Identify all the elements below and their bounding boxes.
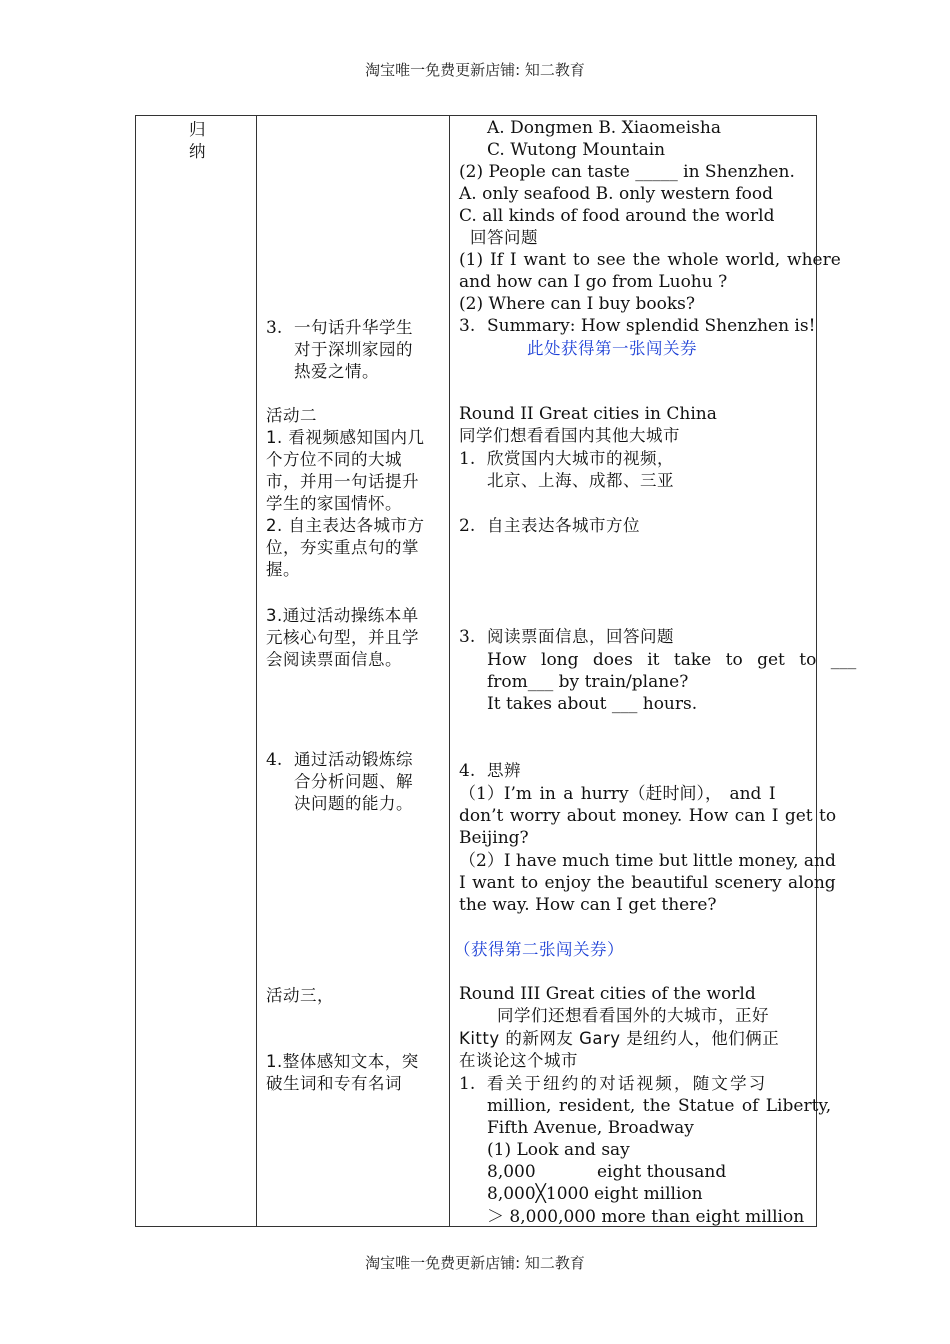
activity2-title: 活动二 xyxy=(266,406,317,425)
activity2-1-line4: 学生的家国情怀。 xyxy=(266,494,402,513)
activity2-2-line3: 握。 xyxy=(266,560,300,579)
item3-number: 3. xyxy=(266,318,283,338)
column-content xyxy=(450,116,857,1227)
q2-question: (2) People can taste _____ in Shenzhen. xyxy=(459,162,795,182)
round3-item1-line1: 看关于纽约的对话视频，随文学习 xyxy=(487,1074,768,1093)
activity2-1-line2: 个方位不同的大城 xyxy=(266,450,402,469)
round3-title: Round III Great cities of the world xyxy=(459,984,756,1004)
round3-intro-line3: 在谈论这个城市 xyxy=(459,1051,578,1070)
round3-intro-line2: Kitty 的新网友 Gary 是纽约人，他们俩正 xyxy=(459,1029,780,1048)
activity2-4-line2: 合分析问题、解 xyxy=(294,772,413,791)
answer2: (2) Where can I buy books? xyxy=(459,294,696,314)
q1-option-c: C. Wutong Mountain xyxy=(487,140,666,160)
activity2-2-line2: 位，夯实重点句的掌 xyxy=(266,538,419,557)
number2: 8,000╳1000 xyxy=(487,1184,590,1204)
round2-item3-number: 3. xyxy=(459,627,476,647)
round2-item4-number: 4. xyxy=(459,761,476,781)
look-and-say: (1) Look and say xyxy=(487,1140,630,1160)
debate1-line2: don’t worry about money. How can I get to xyxy=(459,806,837,826)
debate1-line1: （1）I’m in a hurry（赶时间）， and I xyxy=(459,784,776,804)
item3-line1: 一句话升华学生 xyxy=(294,318,413,337)
page-header: 淘宝唯一免费更新店铺: 知二教育 xyxy=(365,61,585,79)
activity3-1-line1: 1.整体感知文本，突 xyxy=(266,1052,419,1071)
answer1-line1: (1) If I want to see the whole world, where xyxy=(459,250,841,270)
round2-item3-question1: How long does it take to get to ___ xyxy=(487,650,857,670)
round3-item1-number: 1. xyxy=(459,1074,476,1094)
ticket2-note: （获得第二张闯关券） xyxy=(454,940,624,959)
activity2-4-line1: 通过活动锻炼综 xyxy=(294,750,413,769)
round2-item2-number: 2. xyxy=(459,516,476,536)
round2-item1-line1: 欣赏国内大城市的视频， xyxy=(487,449,674,468)
number1-word: eight thousand xyxy=(597,1162,727,1182)
activity2-4-number: 4. xyxy=(266,750,283,770)
number2-word: eight million xyxy=(594,1184,703,1204)
debate2-line2: I want to enjoy the beautiful scenery along xyxy=(459,873,836,893)
lesson-plan-table xyxy=(135,115,857,1227)
number3: ＞ 8,000,000 more than eight million xyxy=(487,1207,805,1227)
stage-label-line1: 归 xyxy=(189,120,206,139)
stage-label-line2: 纳 xyxy=(189,142,206,161)
column-stage xyxy=(136,116,257,1227)
activity2-1-line1: 1. 看视频感知国内几 xyxy=(266,428,425,447)
summary-text: Summary: How splendid Shenzhen is! xyxy=(487,316,816,336)
activity3-1-line2: 破生词和专有名词 xyxy=(266,1074,402,1093)
debate2-line1: （2）I have much time but little money, and xyxy=(459,851,836,871)
debate1-line3: Beijing? xyxy=(459,828,529,848)
round2-intro: 同学们想看看国内其他大城市 xyxy=(459,426,680,445)
activity2-2-line1: 2. 自主表达各城市方 xyxy=(266,516,425,535)
round3-item1-line2: million, resident, the Statue of Liberty, xyxy=(487,1096,832,1116)
answer1-line2: and how can I go from Luohu ? xyxy=(459,272,728,292)
round2-item3-answer: It takes about ___ hours. xyxy=(487,694,698,714)
debate2-line3: the way. How can I get there? xyxy=(459,895,717,915)
round3-intro-line1: 同学们还想看看国外的大城市，正好 xyxy=(497,1006,769,1025)
item3-line3: 热爱之情。 xyxy=(294,362,379,381)
activity2-3-line2: 元核心句型，并且学 xyxy=(266,628,419,647)
activity2-3-line3: 会阅读票面信息。 xyxy=(266,650,402,669)
round2-title: Round II Great cities in China xyxy=(459,404,717,424)
round2-item2: 自主表达各城市方位 xyxy=(487,516,640,535)
item3-line2: 对于深圳家园的 xyxy=(294,340,413,359)
round2-item1-line2: 北京、上海、成都、三亚 xyxy=(487,471,674,490)
round2-item3-question2: from___ by train/plane? xyxy=(487,672,689,692)
ticket1-note: 此处获得第一张闯关券 xyxy=(527,339,697,358)
activity2-4-line3: 决问题的能力。 xyxy=(294,794,413,813)
answer-questions-title: 回答问题 xyxy=(470,228,538,247)
page-footer: 淘宝唯一免费更新店铺: 知二教育 xyxy=(365,1254,585,1272)
number1: 8,000 xyxy=(487,1162,536,1182)
column-purpose xyxy=(257,116,450,1227)
round2-item1-number: 1. xyxy=(459,449,476,469)
summary-number: 3. xyxy=(459,316,476,336)
q2-options-ab: A. only seafood B. only western food xyxy=(459,184,773,204)
activity2-3-line1: 3.通过活动操练本单 xyxy=(266,606,419,625)
activity2-1-line3: 市，并用一句话提升 xyxy=(266,472,419,491)
q2-option-c: C. all kinds of food around the world xyxy=(459,206,775,226)
q1-options-ab: A. Dongmen B. Xiaomeisha xyxy=(487,118,721,138)
round2-item3: 阅读票面信息，回答问题 xyxy=(487,627,674,646)
round3-item1-line3: Fifth Avenue, Broadway xyxy=(487,1118,694,1138)
activity3-title: 活动三， xyxy=(266,986,334,1005)
round2-item4: 思辨 xyxy=(487,761,521,780)
